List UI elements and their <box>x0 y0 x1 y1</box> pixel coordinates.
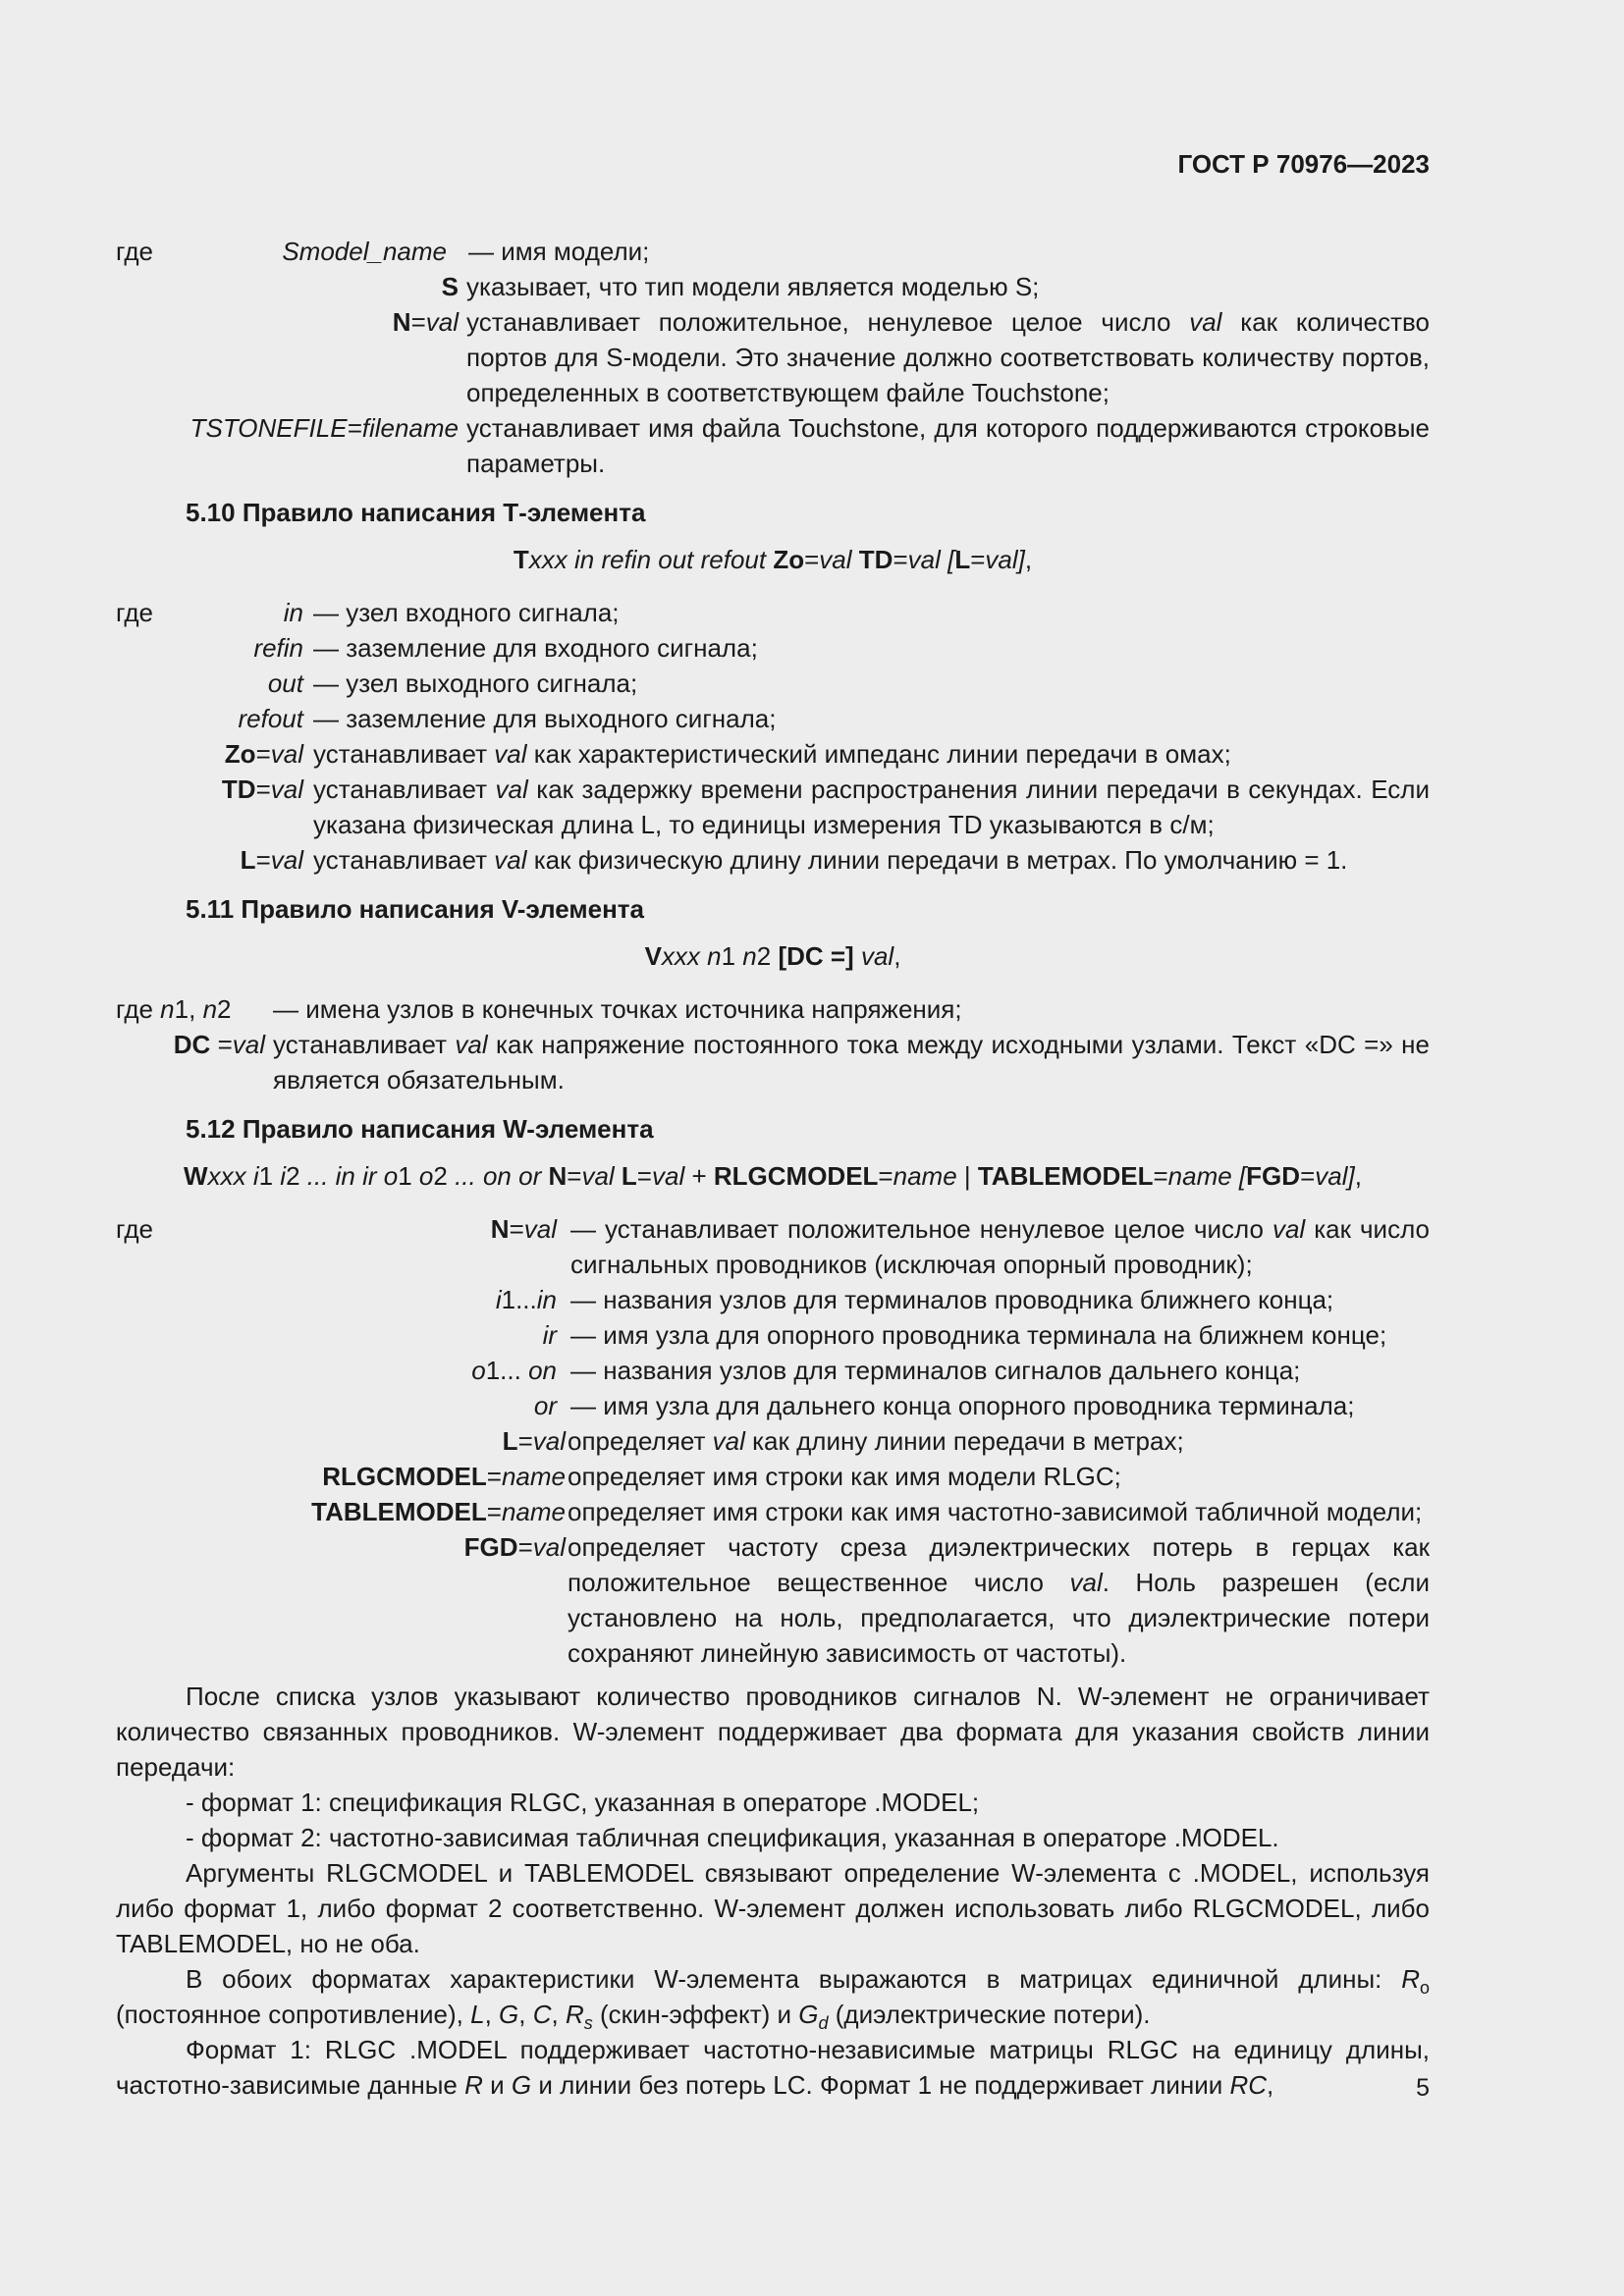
param-desc: определяет частоту среза диэлектрических потерь в герцах как положительное вещественное число val. Ноль разрешен (если установлено на ноль, предполагается, что диэлектрические потери сохраняют линейную зависимость от частоты). <box>568 1532 1430 1668</box>
param-row <box>116 1211 1430 1282</box>
formula-v-element: Vxxx n1 n2 [DC =] val, <box>644 941 901 971</box>
param-desc: устанавливает val как физическую длину линии передачи в метрах. По умолчанию = 1. <box>313 845 1348 875</box>
param-term: Zo=val <box>224 739 303 769</box>
s-model-param-list <box>116 234 1430 481</box>
param-desc: устанавливает положительное, ненулевое целое число val как количество портов для S-модели. Это значение должно соответствовать количеству портов, определенных в соответствующем файле Touchstone; <box>466 307 1431 407</box>
param-row <box>116 1459 1430 1494</box>
param-row <box>116 595 1430 630</box>
param-row <box>116 234 1430 269</box>
param-row <box>116 666 1430 701</box>
param-desc: указывает, что тип модели является моделью S; <box>466 272 1040 301</box>
param-term: Smodel_name <box>282 237 447 266</box>
param-desc: — имена узлов в конечных точках источника напряжения; <box>273 994 962 1024</box>
param-desc: устанавливает val как характеристический импеданс линии передачи в омах; <box>313 739 1231 769</box>
param-desc: — устанавливает положительное ненулевое целое число val как число сигнальных проводников (исключая опорный проводник); <box>570 1214 1430 1279</box>
param-row <box>116 842 1430 878</box>
param-row <box>116 1282 1430 1317</box>
section-heading: 5.12 Правило написания W-элемента <box>186 1114 654 1144</box>
content <box>116 234 1430 2103</box>
param-desc: — имя модели; <box>468 237 650 266</box>
param-term: refin <box>253 633 303 663</box>
param-row <box>116 410 1430 481</box>
param-desc: — узел выходного сигнала; <box>313 668 638 698</box>
param-row <box>116 736 1430 772</box>
formula-w-element: Wxxx i1 i2 ... in ir o1 o2 ... on or N=val L=val + RLGCMODEL=name | TABLEMODEL=name [FGD=val], <box>184 1161 1362 1191</box>
param-desc: определяет имя строки как имя модели RLGC; <box>568 1462 1121 1491</box>
param-desc: — имя узла для опорного проводника терминала на ближнем конце; <box>570 1320 1387 1350</box>
param-row <box>116 304 1430 410</box>
param-term: refout <box>238 704 303 733</box>
param-term: FGD=val <box>463 1532 566 1562</box>
param-term: N=val <box>490 1214 557 1244</box>
where-label: где <box>116 598 153 627</box>
param-desc: — имя узла для дальнего конца опорного проводника терминала; <box>570 1391 1355 1420</box>
list-item: - формат 2: частотно-зависимая табличная спецификация, указанная в операторе .MODEL. <box>186 1823 1279 1852</box>
param-row <box>116 1529 1430 1671</box>
document-id: ГОСТ Р 70976—2023 <box>1177 149 1430 179</box>
param-row <box>116 701 1430 736</box>
param-row <box>116 772 1430 842</box>
w-element-param-list <box>116 1211 1430 1671</box>
param-desc: устанавливает val как задержку времени распространения линии передачи в секундах. Если указана физическая длина L, то единицы измерения TD указываются в с/м; <box>313 774 1430 839</box>
param-row <box>116 1494 1430 1529</box>
param-row <box>116 630 1430 666</box>
param-desc: — названия узлов для терминалов сигналов дальнего конца; <box>570 1356 1301 1385</box>
where-label: где <box>116 1214 153 1244</box>
where-label: где <box>116 237 153 266</box>
param-desc: — названия узлов для терминалов проводника ближнего конца; <box>570 1285 1334 1314</box>
param-term: ir <box>542 1320 557 1350</box>
param-desc: — заземление для входного сигнала; <box>313 633 758 663</box>
param-row <box>116 991 1430 1027</box>
param-desc: устанавливает val как напряжение постоянного тока между исходными узлами. Текст «DC =» не является обязательным. <box>273 1030 1430 1095</box>
param-row <box>116 1317 1430 1353</box>
param-row <box>116 1423 1430 1459</box>
param-desc: — заземление для выходного сигнала; <box>313 704 777 733</box>
paragraph: В обоих форматах характеристики W-элемента выражаются в матрицах единичной длины: $R_o$ (постоянное сопротивление), L, G, C, $R_s$ (скин-эффект) и $G_d$ (диэлектрические потери). <box>116 1964 1430 2033</box>
param-desc: устанавливает имя файла Touchstone, для которого поддерживаются строковые параметры. <box>466 413 1430 478</box>
param-term: N=val <box>392 307 459 337</box>
param-row <box>116 269 1430 304</box>
v-element-param-list <box>116 991 1430 1097</box>
param-desc: определяет имя строки как имя частотно-зависимой табличной модели; <box>568 1497 1423 1526</box>
param-term: o1... on <box>471 1356 557 1385</box>
param-row <box>116 1353 1430 1388</box>
param-term: TD=val <box>221 774 303 804</box>
section-heading: 5.11 Правило написания V-элемента <box>186 894 644 924</box>
param-term: or <box>533 1391 557 1420</box>
param-desc: определяет val как длину линии передачи в метрах; <box>568 1426 1184 1456</box>
param-term: i1...in <box>495 1285 557 1314</box>
param-term: out <box>267 668 303 698</box>
param-term: TSTONEFILE=filename <box>189 413 459 443</box>
formula-t-element: Txxx in refin out refout Zo=val TD=val [L=val], <box>513 545 1033 574</box>
param-term: TABLEMODEL=name <box>311 1497 566 1526</box>
t-element-param-list <box>116 595 1430 878</box>
param-row <box>116 1027 1430 1097</box>
paragraph: После списка узлов указывают количество проводников сигналов N. W-элемент не ограничивает количество связанных проводников. W-элемент поддерживает два формата для указания свойств линии передачи: <box>116 1682 1430 1782</box>
param-desc: — узел входного сигнала; <box>313 598 620 627</box>
param-term: S <box>441 272 459 301</box>
list-item: - формат 1: спецификация RLGC, указанная в операторе .MODEL; <box>186 1788 980 1817</box>
paragraph: Формат 1: RLGC .MODEL поддерживает частотно-независимые матрицы RLGC на единицу длины, частотно-зависимые данные R и G и линии без потерь LC. Формат 1 не поддерживает линии RC, <box>116 2035 1430 2100</box>
param-term: in <box>283 598 303 627</box>
param-term: где n1, n2 <box>116 994 232 1024</box>
param-row <box>116 1388 1430 1423</box>
paragraph: Аргументы RLGCMODEL и TABLEMODEL связывают определение W-элемента с .MODEL, используя либо формат 1, либо формат 2 соответственно. W-элемент должен использовать либо RLGCMODEL, либо TABLEMODEL, но не оба. <box>116 1858 1430 1958</box>
param-term: DC =val <box>173 1030 265 1059</box>
page-number: 5 <box>1416 2074 1430 2102</box>
param-term: L=val <box>502 1426 566 1456</box>
section-heading: 5.10 Правило написания Т-элемента <box>186 498 646 527</box>
param-term: L=val <box>240 845 303 875</box>
param-term: RLGCMODEL=name <box>322 1462 566 1491</box>
